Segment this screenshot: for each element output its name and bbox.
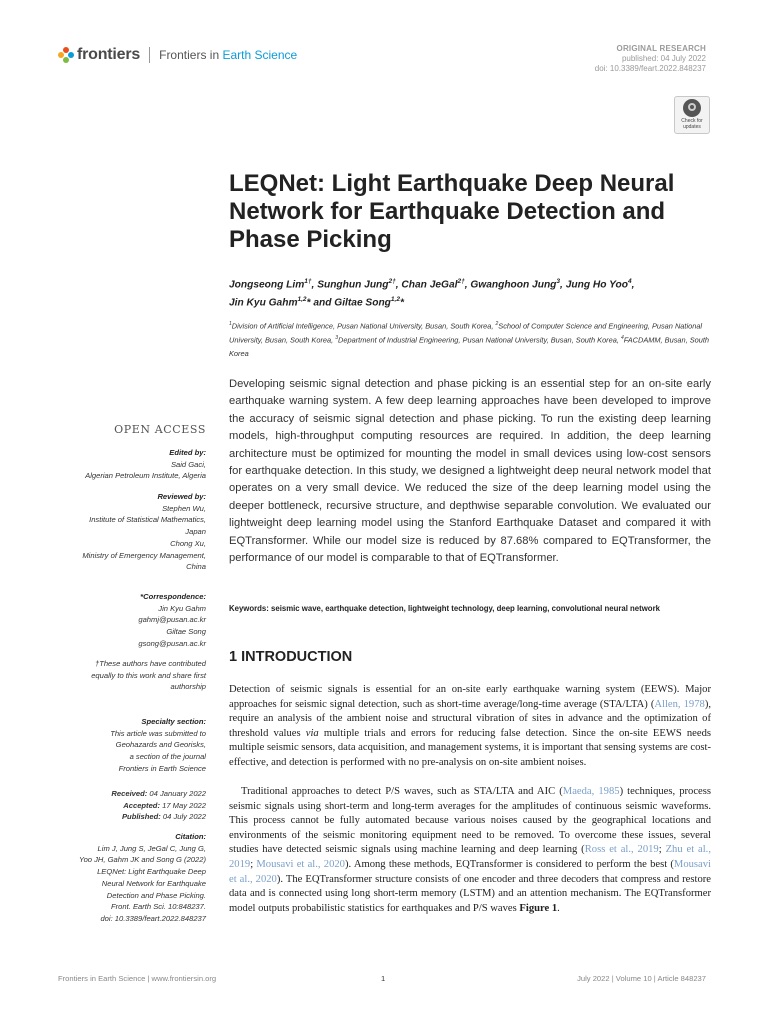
author-separator: , [560, 279, 566, 291]
citation-link[interactable]: Zhu et al., 2019 [229, 844, 711, 870]
sidebar-line: Lim J, Jung S, JeGal C, Jung G, [97, 843, 206, 853]
date-value: 04 January 2022 [147, 789, 206, 798]
author-separator: , [395, 279, 402, 291]
figure-reference[interactable]: Figure 1 [519, 902, 558, 914]
author-name[interactable]: Sunghun Jung [317, 279, 389, 291]
sidebar-line[interactable]: gsong@pusan.ac.kr [138, 638, 206, 648]
author-separator: * and [306, 297, 335, 309]
body-text: ). The EQTransformer structure consists of one encoder and three decoders that compress and restore data and is connected using long short-term memory (LSTM) and an attention mechanism. The EQTransformer model outputs probabilistic statistics for earthquakes and P/S waves [229, 873, 711, 914]
reviewed-by-heading: Reviewed by: [157, 492, 206, 501]
citation [79, 831, 206, 925]
sidebar-line: Neural Network for Earthquake [101, 878, 206, 888]
sidebar-line: Chong Xu, [170, 538, 206, 548]
citation-heading: Citation: [175, 832, 206, 841]
open-access-label: OPEN ACCESS [114, 423, 206, 436]
contribution-note [91, 658, 206, 693]
author-separator: , [311, 279, 318, 291]
reviewed-by [82, 491, 206, 573]
brand-name: frontiers [77, 46, 141, 63]
sidebar-line: This article was submitted to [110, 728, 206, 738]
date-label: Accepted: [123, 800, 160, 810]
citation-link[interactable]: Allen, 1978 [654, 698, 705, 710]
article-meta [595, 44, 706, 74]
author-name[interactable]: Gwanghoon Jung [470, 279, 557, 291]
edited-by-heading: Edited by: [169, 448, 206, 457]
footer-journal[interactable]: Frontiers in Earth Science | www.frontiersin.org [58, 974, 217, 983]
body-text: ; [250, 858, 257, 870]
sidebar-line: Frontiers in Earth Science [118, 763, 206, 773]
sidebar-line: Ministry of Emergency Management, [82, 550, 206, 560]
affiliation-text: School of Computer Science and Engineering, Pusan National University, Busan, South Korea, [229, 321, 703, 345]
affiliations [229, 318, 714, 360]
affiliation-number: 2 [495, 321, 499, 327]
emphasis: via [305, 727, 319, 739]
sidebar-line: Institute of Statistical Mathematics, [89, 515, 206, 525]
logo-divider [149, 47, 150, 63]
date-label: Received: [111, 789, 148, 798]
sidebar-line: a section of the journal [129, 752, 206, 762]
edited-by [85, 447, 206, 482]
sidebar-line: Detection and Phase Picking. [106, 890, 206, 900]
date-label: Published: [121, 812, 161, 822]
author-affiliation-mark: 2† [457, 278, 465, 285]
journal-name: Frontiers in Earth Science [159, 48, 298, 62]
affiliation-text: Division of Artificial Intelligence, Pusan National University, Busan, South Korea, [231, 321, 496, 331]
body-text: ; [658, 844, 666, 856]
specialty-heading: Specialty section: [141, 717, 206, 726]
author-affiliation-mark: 3 [556, 278, 561, 285]
author-separator: , [464, 279, 471, 291]
affiliation-number: 4 [620, 335, 624, 342]
author-affiliation-mark: 4 [627, 278, 632, 285]
author-name[interactable]: Jongseong Lim [229, 279, 305, 291]
sidebar-line: Stephen Wu, [162, 503, 206, 513]
author-affiliation-mark: 1,2 [390, 296, 400, 304]
section-heading: 1 INTRODUCTION [229, 649, 353, 665]
footer-issue: July 2022 | Volume 10 | Article 848237 [577, 974, 706, 983]
specialty-section [110, 716, 206, 775]
body-text: . [557, 902, 560, 914]
frontiers-logo-icon [58, 47, 74, 63]
sidebar-line: †These authors have contributed [94, 659, 206, 668]
author-separator: , [631, 279, 635, 291]
body-text: ), require an analysis of the ambient noise and structural vibration of sites in advance and the optimization of threshold values [229, 698, 711, 739]
author-list [229, 274, 709, 311]
published-date: published: 04 July 2022 [621, 54, 706, 63]
author-name[interactable]: Jin Kyu Gahm [229, 297, 298, 309]
affiliation-text: FACDAMM, Busan, South Korea [229, 335, 710, 358]
date-value: 04 July 2022 [160, 812, 206, 822]
author-separator: * [399, 297, 404, 309]
sidebar-line: Geohazards and Georisks, [115, 740, 206, 750]
body-text: Detection of seismic signals is essential for an on-site early earthquake warning system (EEWS). Major approaches for seismic signal detection, such as short-time average/long-time average (STA/LTA) ( [229, 684, 711, 710]
author-name[interactable]: Giltae Song [334, 297, 391, 309]
sidebar-line: authorship [170, 682, 206, 692]
citation-link[interactable]: Maeda, 1985 [562, 786, 620, 797]
sidebar-line: Jin Kyu Gahm [158, 603, 206, 613]
author-name[interactable]: Chan JeGal [401, 279, 458, 291]
check-updates-label: Check for updates [681, 118, 703, 130]
body-text: ) techniques, process seismic signals using short-term and long-term averages for the amplitudes of continuous seismic waveforms. This process cannot be fully automated because various noises caused by the geographical locations and environments of the seismic monitoring equipment need to be removed. To overcome these issues, several studies have detected seismic signals using machine learning and deep learning ( [229, 786, 712, 856]
date-row [111, 788, 206, 800]
author-name[interactable]: Jung Ho Yoo [565, 279, 628, 291]
sidebar-line: Japan [185, 527, 206, 537]
affiliation-number: 1 [229, 321, 232, 327]
sidebar-line[interactable]: gahmj@pusan.ac.kr [138, 615, 206, 625]
body-paragraph-2 [229, 785, 711, 916]
affiliation-number: 3 [335, 335, 339, 342]
sidebar-line: doi: 10.3389/feart.2022.848237 [100, 913, 206, 923]
sidebar-line: Giltae Song [166, 627, 206, 637]
check-updates-icon [683, 99, 701, 117]
sidebar-line: Yoo JH, Gahm JK and Song G (2022) [78, 855, 206, 865]
sidebar-line: China [186, 562, 206, 572]
article-dates [111, 788, 206, 823]
page-number: 1 [381, 974, 386, 983]
article-title: LEQNet: Light Earthquake Deep Neural Network for Earthquake Detection and Phase Picking [229, 170, 675, 253]
doi[interactable]: doi: 10.3389/feart.2022.848237 [594, 64, 706, 73]
date-row [111, 811, 206, 823]
article-type: ORIGINAL RESEARCH [616, 44, 706, 53]
date-row [111, 800, 206, 812]
journal-logo[interactable] [58, 46, 297, 64]
author-affiliation-mark: 2† [388, 278, 396, 285]
sidebar-line: Front. Earth Sci. 10:848237. [111, 902, 206, 912]
sidebar-line: Said Gaci, [170, 459, 206, 469]
correspondence-heading: *Correspondence: [140, 592, 206, 601]
citation-link[interactable]: Mousavi et al., 2020 [256, 858, 345, 870]
author-affiliation-mark: 1† [304, 278, 312, 285]
body-text: ). Among these methods, EQTransformer is considered to perform the best ( [344, 858, 674, 870]
body-paragraph-1 [229, 683, 711, 771]
citation-link[interactable]: Mousavi et al., 2020 [229, 858, 711, 885]
sidebar-line: equally to this work and share first [91, 670, 206, 680]
body-text: Traditional approaches to detect P/S waves, such as STA/LTA and AIC ( [241, 786, 563, 797]
correspondence [138, 591, 206, 650]
date-value: 17 May 2022 [159, 800, 206, 810]
sidebar-line: LEQNet: Light Earthquake Deep [97, 867, 206, 877]
body-text: multiple trials and errors for reducing false detection. Since the on-site EEWS needs multiple seismic sensors, data acquisition, and management systems, it is important that sensing systems are cost-effective, and detection is performed with no pre-analysis on on-site ambient noises. [229, 727, 711, 768]
author-affiliation-mark: 1,2 [297, 296, 307, 304]
check-for-updates-button[interactable] [674, 96, 710, 134]
affiliation-text: Department of Industrial Engineering, Pusan National University, Busan, South Korea, [338, 335, 621, 345]
citation-link[interactable]: Ross et al., 2019 [584, 844, 659, 856]
sidebar-line: Algerian Petroleum Institute, Algeria [85, 471, 206, 481]
abstract: Developing seismic signal detection and phase picking is an essential step for an on-site early earthquake warning system. A few deep learning approaches have been developed to improve the accuracy of seismic signal detection and phase picking. To run the existing deep learning models, high-throughput computing resources are required. In addition, the deep learning architecture must be optimized for mounting the model in small devices using low-cost sensors for earthquake detection. In this study, we designed a lightweight deep neural network model that operates on a very small device. We reduced the size of the deep learning model using the deeper bottleneck, recursive structure, and depthwise separable convolution. We evaluated our lightweight deep learning model using the Stanford Earthquake Dataset and compared it with EQTransformer. While our model size is reduced by 87.68% compared to EQTransformer, the performance of our model is comparable to that of EQTransformer. [229, 378, 711, 565]
keywords: Keywords: seismic wave, earthquake detection, lightweight technology, deep learning, convolutional neural network [229, 604, 660, 613]
